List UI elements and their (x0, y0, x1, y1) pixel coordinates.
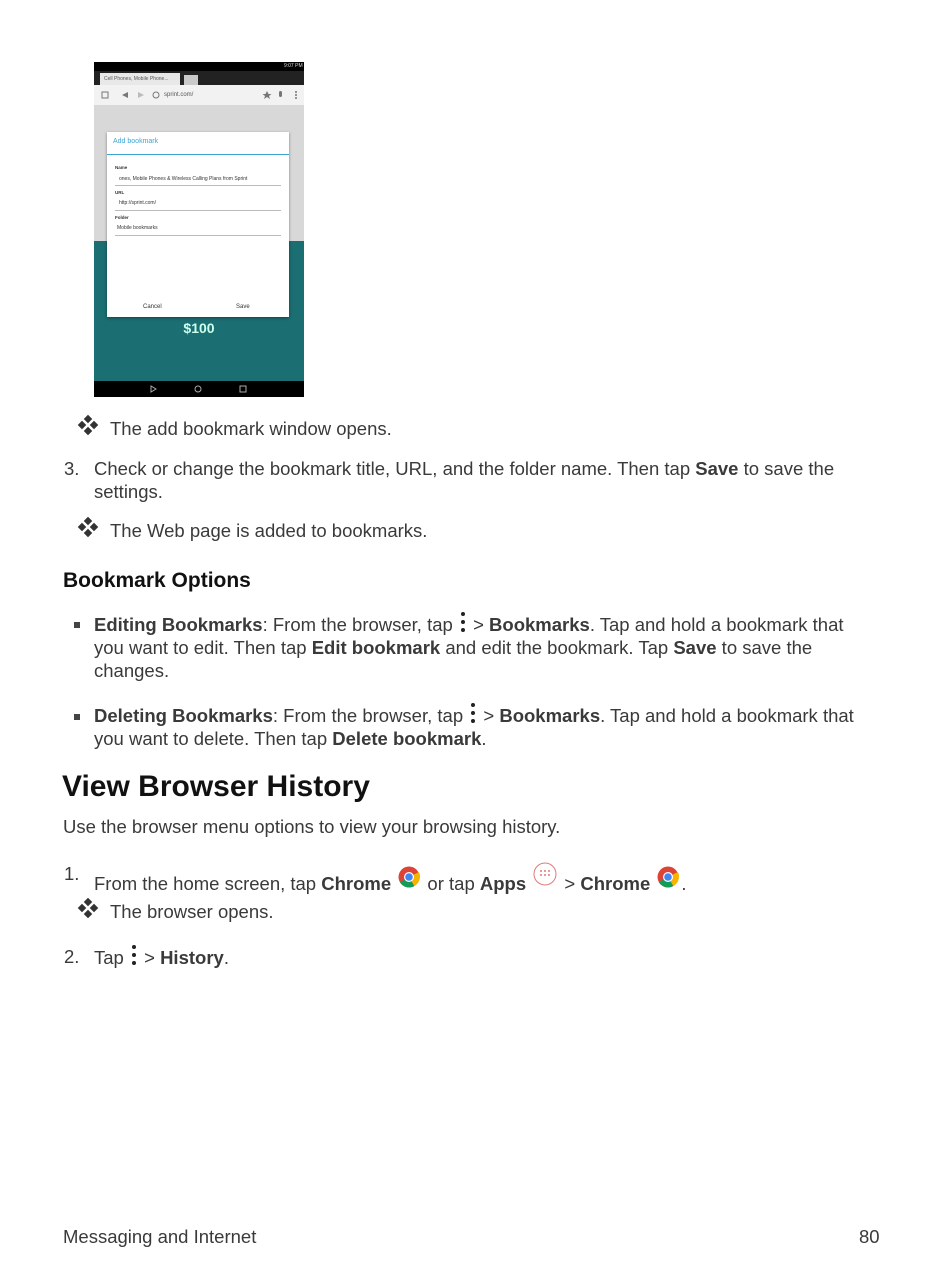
folder-select[interactable]: Mobile bookmarks (117, 225, 158, 231)
item-text: and edit the bookmark. Tap (440, 637, 674, 658)
add-bookmark-screenshot (94, 62, 304, 397)
result-text: The Web page is added to bookmarks. (110, 520, 428, 541)
name-label: Name (115, 165, 128, 170)
page-number: 80 (859, 1226, 880, 1247)
item-title: Deleting Bookmarks (94, 705, 273, 726)
item-text: > (467, 614, 490, 635)
square-bullet-icon (74, 622, 80, 628)
edit-bookmark-label: Edit bookmark (311, 637, 441, 658)
bookmarks-label: Bookmarks (489, 614, 590, 635)
dialog-divider (107, 154, 289, 155)
more-options-icon (471, 703, 475, 723)
url-label: URL (115, 190, 125, 195)
step-text (94, 945, 229, 969)
result-text: The add bookmark window opens. (110, 418, 392, 439)
cancel-button[interactable]: Cancel (143, 304, 162, 310)
status-bar (94, 62, 304, 71)
step-number: 1. (64, 863, 80, 884)
chrome-label: Chrome (321, 873, 392, 894)
result-bullet-icon (79, 518, 97, 536)
step-text-part: or tap (422, 873, 480, 894)
more-options-icon (132, 945, 136, 965)
page-title: View Browser History (62, 770, 370, 803)
step-text-part: . (223, 947, 229, 968)
item-text: : From the browser, tap (272, 705, 469, 726)
apps-label: Apps (479, 873, 527, 894)
intro-text: Use the browser menu options to view your browsing history. (63, 816, 561, 837)
nav-icons (100, 90, 160, 100)
address-bar (94, 85, 304, 105)
step-text-part: From the home screen, tap (94, 873, 322, 894)
add-bookmark-dialog (107, 132, 289, 317)
step-text (94, 457, 894, 503)
editing-bookmarks-item (94, 612, 844, 682)
item-text: . Tap and hold a bookmark that (589, 614, 844, 635)
url-field[interactable]: http://sprint.com/ (119, 200, 156, 206)
folder-underline (115, 235, 281, 236)
status-time: 9:07 PM (283, 63, 303, 69)
name-underline (115, 185, 281, 186)
save-label: Save (673, 637, 717, 658)
promo-amount: $100 (183, 320, 215, 336)
square-bullet-icon (74, 714, 80, 720)
item-text: : From the browser, tap (262, 614, 458, 635)
save-label: Save (695, 458, 739, 479)
item-text: . Tap and hold a bookmark that (600, 705, 854, 726)
chrome-icon (398, 866, 420, 888)
step-text-part: to save the (738, 458, 835, 479)
new-tab (184, 75, 198, 85)
bookmarks-label: Bookmarks (499, 705, 601, 726)
step-number: 3. (64, 458, 80, 479)
address-url: sprint.com/ (164, 92, 194, 98)
step-text-part: > (138, 947, 161, 968)
step-text-part: . (681, 873, 687, 894)
item-text: to save the (716, 637, 813, 658)
folder-label: Folder (115, 215, 129, 220)
item-text: you want to delete. Then tap (94, 728, 333, 749)
browser-tab: Cell Phones, Mobile Phone... (100, 73, 180, 85)
result-bullet-icon (79, 416, 97, 434)
item-text: changes. (94, 660, 170, 681)
name-field[interactable]: ones, Mobile Phones & Wireless Calling Plans from Sprint (119, 176, 248, 182)
deleting-bookmarks-item (94, 703, 854, 750)
save-button[interactable]: Save (236, 304, 250, 310)
history-label: History (160, 947, 224, 968)
step-text (94, 862, 687, 895)
section-heading: Bookmark Options (63, 569, 251, 592)
more-options-icon (461, 612, 465, 632)
browser-tab-strip (94, 71, 304, 85)
chrome-label: Chrome (580, 873, 651, 894)
step-number: 2. (64, 946, 80, 967)
item-title: Editing Bookmarks (94, 614, 263, 635)
nav-buttons-icon (94, 381, 304, 397)
apps-icon (533, 862, 557, 886)
step-text-part: settings. (94, 481, 163, 502)
chrome-icon (657, 866, 679, 888)
delete-bookmark-label: Delete bookmark (332, 728, 482, 749)
item-text: > (478, 705, 500, 726)
toolbar-icons (262, 90, 302, 100)
dialog-title: Add bookmark (113, 138, 159, 145)
step-text-part: > (559, 873, 581, 894)
android-nav-bar (94, 381, 304, 397)
result-bullet-icon (79, 899, 97, 917)
step-text-part: Tap (94, 947, 129, 968)
footer-section: Messaging and Internet (63, 1226, 257, 1247)
url-underline (115, 210, 281, 211)
item-text: . (481, 728, 487, 749)
step-text-part: Check or change the bookmark title, URL, and the folder name. Then tap (94, 458, 696, 479)
item-text: you want to edit. Then tap (94, 637, 312, 658)
result-text: The browser opens. (110, 901, 274, 922)
